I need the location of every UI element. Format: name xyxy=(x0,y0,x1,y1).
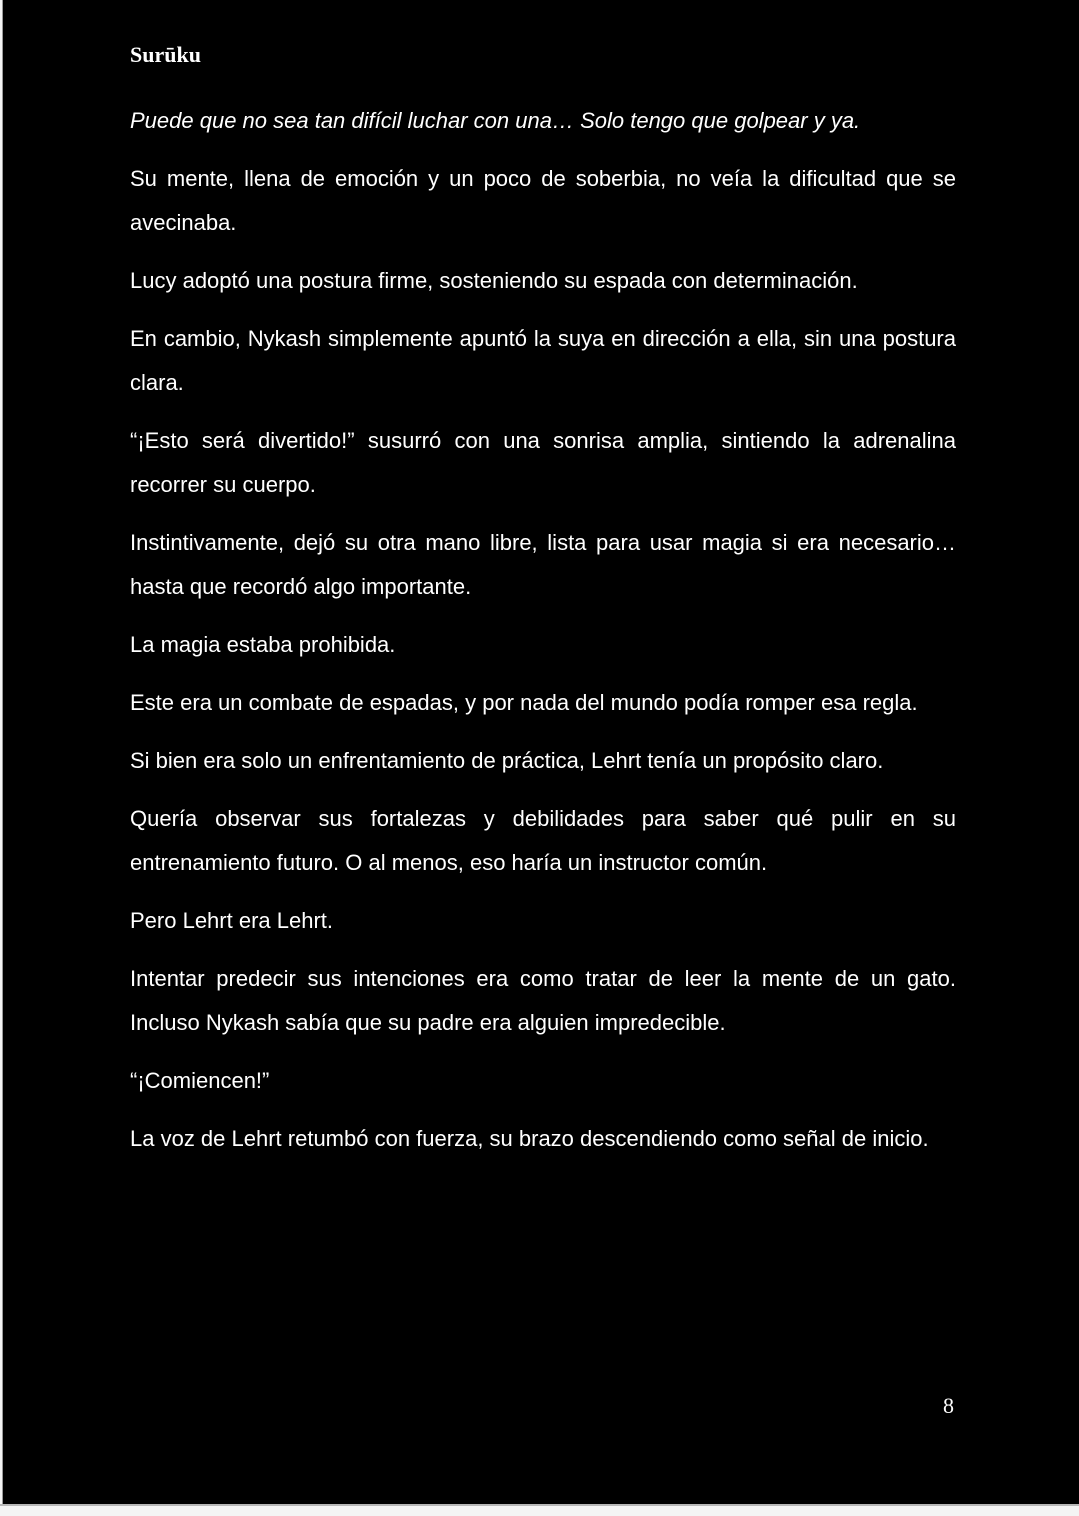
paragraph: Lucy adoptó una postura firme, sosteniendo su espada con determinación. xyxy=(130,268,858,293)
running-header: Surūku xyxy=(130,42,201,67)
paragraph: Intentar predecir sus intenciones era como tratar de leer la mente de un gato. Incluso Nykash sabía que su padre era alguien impredecible. xyxy=(130,966,956,1035)
paragraph: Quería observar sus fortalezas y debilidades para saber qué pulir en su entrenamiento futuro. O al menos, eso haría un instructor común. xyxy=(130,806,956,875)
paragraph: La magia estaba prohibida. xyxy=(130,632,396,657)
page-body xyxy=(130,99,956,1175)
page-edge xyxy=(0,1504,1079,1506)
paragraph-thought: Puede que no sea tan difícil luchar con una… Solo tengo que golpear y ya. xyxy=(130,108,861,133)
paragraph: “¡Esto será divertido!” susurró con una sonrisa amplia, sintiendo la adrenalina recorrer su cuerpo. xyxy=(130,428,956,497)
paragraph: Instintivamente, dejó su otra mano libre, lista para usar magia si era necesario… hasta que recordó algo importante. xyxy=(130,530,956,599)
paragraph: Su mente, llena de emoción y un poco de soberbia, no veía la dificultad que se avecinaba. xyxy=(130,166,956,235)
paragraph: Este era un combate de espadas, y por nada del mundo podía romper esa regla. xyxy=(130,690,918,715)
document-page xyxy=(2,0,1079,1504)
paragraph: La voz de Lehrt retumbó con fuerza, su brazo descendiendo como señal de inicio. xyxy=(130,1126,929,1151)
paragraph: En cambio, Nykash simplemente apuntó la suya en dirección a ella, sin una postura clara. xyxy=(130,326,956,395)
paragraph: Pero Lehrt era Lehrt. xyxy=(130,908,334,933)
page-number: 8 xyxy=(943,1393,954,1418)
paragraph: Si bien era solo un enfrentamiento de práctica, Lehrt tenía un propósito claro. xyxy=(130,748,884,773)
paragraph: “¡Comiencen!” xyxy=(130,1068,270,1093)
